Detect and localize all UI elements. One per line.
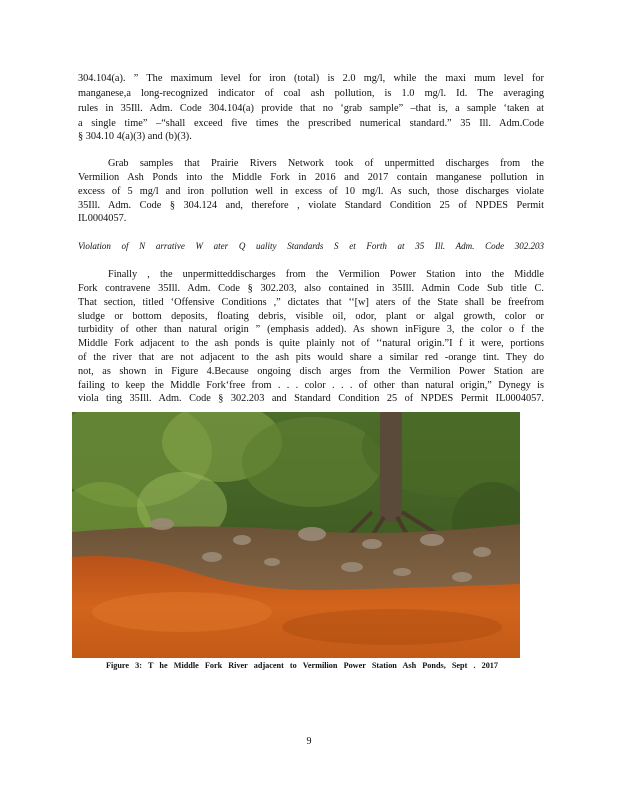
paragraph3-line-6: Middle Fork adjacent to the ash ponds is quite plainly not of ‘‘natural origin.”I f it were, portions (78, 338, 544, 349)
paragraph1-line-4: a single time” –“shall exceed five times the prescribed numerical standard.” 35 Ill. Adm.Code (78, 118, 544, 129)
section-heading: Violation of N arrative W ater Q uality Standards S et Forth at 35 Ill. Adm. Code 302.203 (78, 241, 544, 251)
paragraph3-line-10: viola ting 35Ill. Adm. Code § 302.203 and Standard Condition 25 of NPDES Permit IL0004057. (78, 393, 544, 404)
paragraph2-line-2: Vermilion Ash Ponds into the Middle Fork in 2016 and 2017 contain manganese pollution in (78, 172, 544, 183)
figure-caption: Figure 3: T he Middle Fork River adjacent to Vermilion Power Station Ash Ponds, Sept . 2017 (106, 661, 498, 670)
paragraph3-line-1: Finally , the unpermitteddischarges from the Vermilion Power Station into the Middle (108, 269, 544, 280)
paragraph3-line-9: failing to keep the Middle Fork‘free from . . . color . . . of other than natural origin,” Dynegy is (78, 380, 544, 391)
paragraph1-line-1: 304.104(a). ” The maximum level for iron (total) is 2.0 mg/l, while the maxi mum level for (78, 73, 544, 84)
paragraph2-line-3: excess of 5 mg/l and iron pollution well in excess of 10 mg/l. As such, those discharges violate (78, 186, 544, 197)
paragraph2-line-4: 35Ill. Adm. Code § 304.124 and, therefore , violate Standard Condition 25 of NPDES Permit (78, 200, 544, 211)
river-photograph (72, 412, 520, 658)
paragraph1-line-2: manganese,a long-recognized indicator of coal ash pollution, is 1.0 mg/l. Id. The averaging (78, 88, 544, 99)
paragraph3-line-2: Fork contravene 35Ill. Adm. Code § 302.203, also contained in 35Ill. Admin Code Sub title C. (78, 283, 544, 294)
page-number: 9 (306, 736, 312, 747)
paragraph2-line-5: IL0004057. (78, 213, 127, 224)
paragraph3-line-7: of the river that are not adjacent to the ash pits would share a similar red -orange tint. They do (78, 352, 544, 363)
paragraph1-line-5: § 304.10 4(a)(3) and (b)(3). (78, 131, 192, 142)
paragraph3-line-5: turbidity of other than natural origin ” (emphasis added). As shown inFigure 3, the color o f the (78, 324, 544, 335)
paragraph3-line-4: sludge or bottom deposits, floating debris, visible oil, odor, plant or algal growth, color or (78, 311, 544, 322)
paragraph2-line-1: Grab samples that Prairie Rivers Network took of unpermitted discharges from the (108, 158, 544, 169)
paragraph3-line-8: not, as shown in Figure 4.Because ongoing disch arges from the Vermilion Power Station are (78, 366, 544, 377)
paragraph1-line-3: rules in 35Ill. Adm. Code 304.104(a) provide that no ‘grab sample” –that is, a sample ‘taken at (78, 103, 544, 114)
paragraph3-line-3: That section, titled ‘Offensive Conditions ,” dictates that ‘‘[w] aters of the State shall be freefrom (78, 297, 544, 308)
